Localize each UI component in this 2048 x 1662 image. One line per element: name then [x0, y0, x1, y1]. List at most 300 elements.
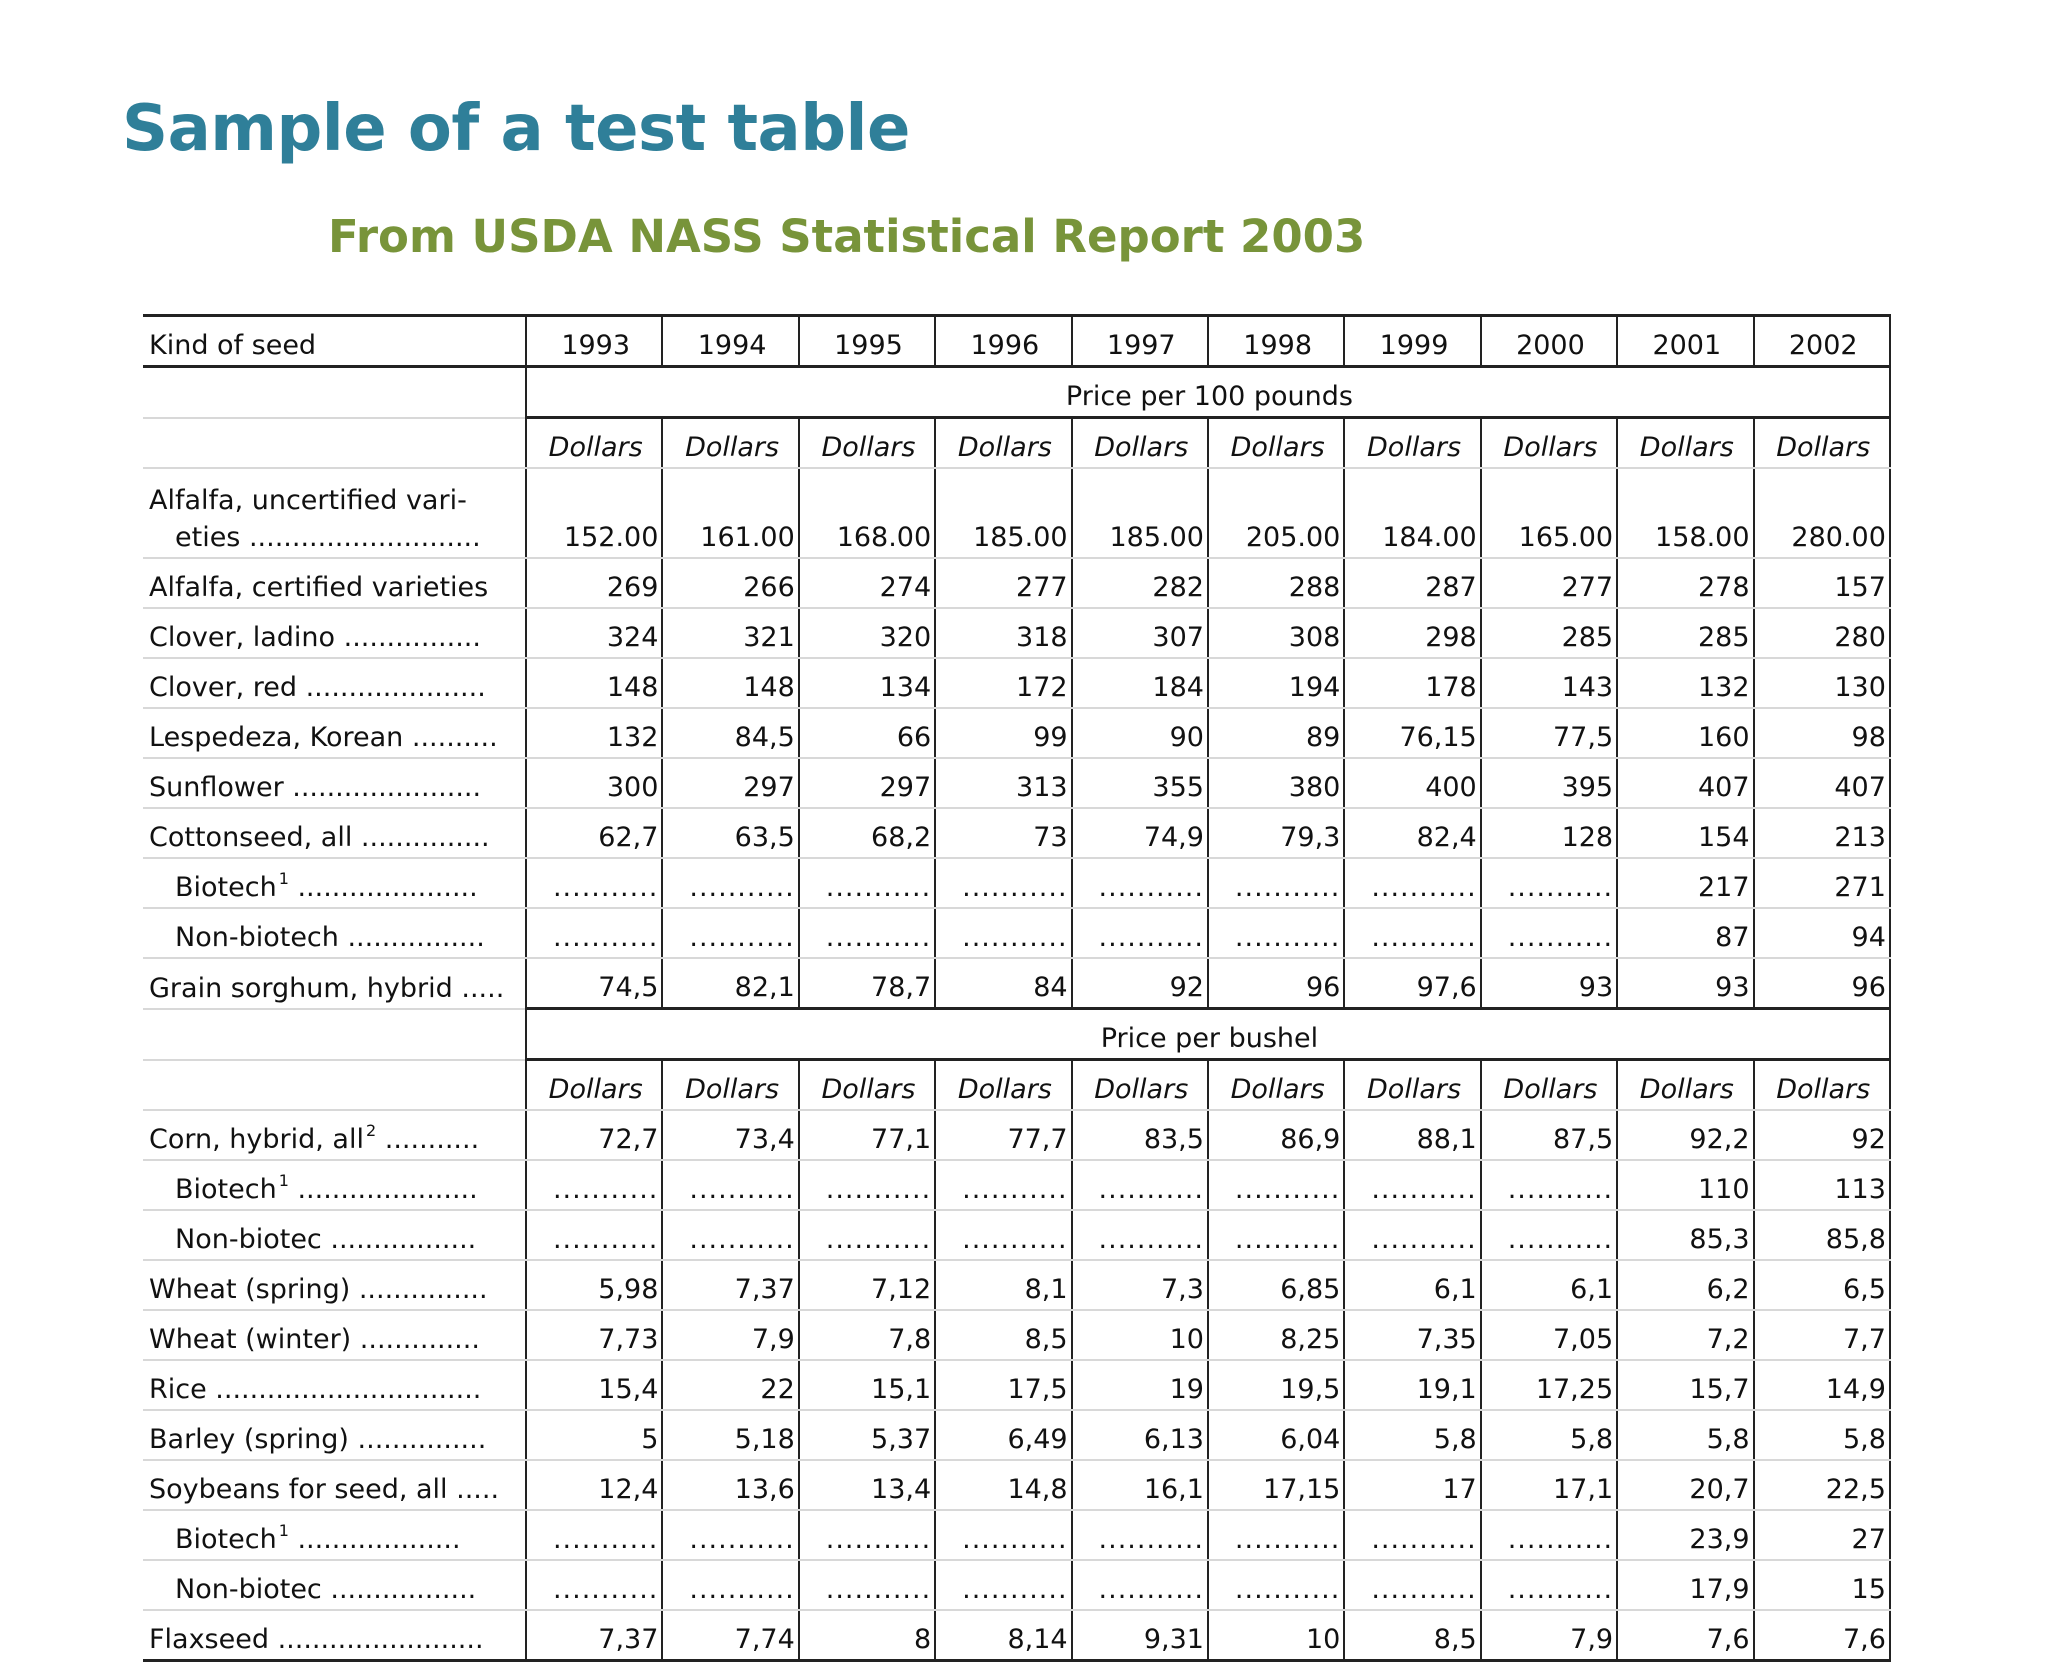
- price-cell: 110: [1617, 1160, 1753, 1210]
- price-cell: 128: [1481, 808, 1617, 858]
- dollars-label: Dollars: [526, 1060, 662, 1111]
- price-cell: 6,2: [1617, 1260, 1753, 1310]
- not-available-cell: ...........: [662, 858, 798, 908]
- table-row: [143, 1260, 1890, 1310]
- not-available-cell: ...........: [1208, 1210, 1344, 1260]
- price-cell: 320: [799, 608, 935, 658]
- blank-label-cell: [143, 1009, 526, 1060]
- price-cell: 205.00: [1208, 468, 1344, 558]
- price-cell: 7,9: [662, 1310, 798, 1360]
- price-cell: 92: [1072, 958, 1208, 1009]
- price-cell: 7,74: [662, 1610, 798, 1661]
- price-cell: 6,85: [1208, 1260, 1344, 1310]
- price-cell: 15,7: [1617, 1360, 1753, 1410]
- not-available-cell: ...........: [1208, 1560, 1344, 1610]
- unit-row: [143, 1009, 1890, 1060]
- row-label: [143, 1560, 526, 1610]
- row-label: [143, 958, 526, 1009]
- row-label-text: Biotech: [175, 872, 277, 903]
- unit-label: Price per 100 pounds: [526, 367, 1890, 418]
- not-available-cell: ...........: [662, 1510, 798, 1560]
- price-cell: 8,14: [935, 1610, 1071, 1661]
- price-cell: 280: [1754, 608, 1890, 658]
- price-cell: 6,1: [1344, 1260, 1480, 1310]
- price-cell: 313: [935, 758, 1071, 808]
- price-cell: 148: [526, 658, 662, 708]
- price-cell: 7,35: [1344, 1310, 1480, 1360]
- dollars-label: Dollars: [1481, 418, 1617, 469]
- price-cell: 178: [1344, 658, 1480, 708]
- row-label-text: Non-biotec .................: [175, 1224, 477, 1255]
- price-cell: 72,7: [526, 1110, 662, 1160]
- slide-subtitle: From USDA NASS Statistical Report 2003: [328, 210, 1366, 263]
- price-cell: 5: [526, 1410, 662, 1460]
- price-cell: 298: [1344, 608, 1480, 658]
- price-cell: 184.00: [1344, 468, 1480, 558]
- row-label: [143, 1510, 526, 1560]
- price-cell: 407: [1617, 758, 1753, 808]
- not-available-cell: ...........: [1208, 908, 1344, 958]
- price-cell: 307: [1072, 608, 1208, 658]
- not-available-cell: ...........: [526, 908, 662, 958]
- table-row: [143, 608, 1890, 658]
- year-header: 1993: [526, 316, 662, 367]
- footnote-marker: 1: [278, 1171, 289, 1190]
- price-cell: 97,6: [1344, 958, 1480, 1009]
- table-row: [143, 958, 1890, 1009]
- dollars-label: Dollars: [1208, 1060, 1344, 1111]
- price-cell: 318: [935, 608, 1071, 658]
- price-cell: 134: [799, 658, 935, 708]
- not-available-cell: ...........: [1072, 1510, 1208, 1560]
- dollars-label: Dollars: [1617, 418, 1753, 469]
- price-cell: 277: [935, 558, 1071, 608]
- not-available-cell: ...........: [1481, 1560, 1617, 1610]
- price-cell: 86,9: [1208, 1110, 1344, 1160]
- table-row: [143, 908, 1890, 958]
- row-label: [143, 808, 526, 858]
- price-cell: 92,2: [1617, 1110, 1753, 1160]
- price-cell: 84: [935, 958, 1071, 1009]
- price-cell: 113: [1754, 1160, 1890, 1210]
- row-label: [143, 658, 526, 708]
- price-cell: 15,4: [526, 1360, 662, 1410]
- table-row: [143, 808, 1890, 858]
- price-cell: 22,5: [1754, 1460, 1890, 1510]
- not-available-cell: ...........: [526, 1160, 662, 1210]
- price-cell: 27: [1754, 1510, 1890, 1560]
- not-available-cell: ...........: [1481, 1510, 1617, 1560]
- price-cell: 8,25: [1208, 1310, 1344, 1360]
- row-label: [143, 908, 526, 958]
- price-cell: 74,5: [526, 958, 662, 1009]
- row-label-leader: ...................: [288, 1524, 461, 1555]
- row-label: [143, 558, 526, 608]
- blank-label-cell: [143, 418, 526, 469]
- table-row: [143, 708, 1890, 758]
- footnote-marker: 1: [278, 869, 289, 888]
- price-cell: 7,73: [526, 1310, 662, 1360]
- table-body: [143, 316, 1890, 1661]
- not-available-cell: ...........: [935, 1210, 1071, 1260]
- not-available-cell: ...........: [799, 858, 935, 908]
- not-available-cell: ...........: [1072, 858, 1208, 908]
- row-label: [143, 1410, 526, 1460]
- price-cell: 87: [1617, 908, 1753, 958]
- price-cell: 194: [1208, 658, 1344, 708]
- table-row: [143, 858, 1890, 908]
- year-header: 1996: [935, 316, 1071, 367]
- year-header: 1995: [799, 316, 935, 367]
- price-cell: 6,49: [935, 1410, 1071, 1460]
- dollars-label: Dollars: [1617, 1060, 1753, 1111]
- price-cell: 157: [1754, 558, 1890, 608]
- row-label: [143, 468, 526, 558]
- price-cell: 274: [799, 558, 935, 608]
- price-cell: 5,8: [1344, 1410, 1480, 1460]
- price-cell: 13,4: [799, 1460, 935, 1510]
- price-cell: 85,8: [1754, 1210, 1890, 1260]
- dollars-label: Dollars: [799, 1060, 935, 1111]
- row-label-text: Non-biotec .................: [175, 1574, 477, 1605]
- price-cell: 85,3: [1617, 1210, 1753, 1260]
- price-cell: 7,9: [1481, 1610, 1617, 1661]
- seed-price-table: [143, 314, 1891, 1662]
- dollars-row: [143, 418, 1890, 469]
- price-cell: 132: [1617, 658, 1753, 708]
- price-cell: 168.00: [799, 468, 935, 558]
- price-cell: 84,5: [662, 708, 798, 758]
- price-cell: 19: [1072, 1360, 1208, 1410]
- header-row: [143, 316, 1890, 367]
- price-cell: 17,1: [1481, 1460, 1617, 1510]
- price-cell: 88,1: [1344, 1110, 1480, 1160]
- row-label: [143, 1310, 526, 1360]
- not-available-cell: ...........: [1208, 1160, 1344, 1210]
- row-label-text: Wheat (winter) ..............: [149, 1324, 480, 1355]
- not-available-cell: ...........: [799, 1510, 935, 1560]
- dollars-label: Dollars: [935, 1060, 1071, 1111]
- price-cell: 17,5: [935, 1360, 1071, 1410]
- blank-label-cell: [143, 1060, 526, 1111]
- table-row: [143, 1310, 1890, 1360]
- row-label-text: Grain sorghum, hybrid .....: [149, 972, 505, 1004]
- row-label: [143, 708, 526, 758]
- price-cell: 152.00: [526, 468, 662, 558]
- price-cell: 6,1: [1481, 1260, 1617, 1310]
- table-row: [143, 658, 1890, 708]
- price-cell: 68,2: [799, 808, 935, 858]
- price-cell: 10: [1072, 1310, 1208, 1360]
- not-available-cell: ...........: [526, 858, 662, 908]
- table-row: [143, 1510, 1890, 1560]
- not-available-cell: ...........: [799, 1160, 935, 1210]
- price-cell: 79,3: [1208, 808, 1344, 858]
- price-cell: 9,31: [1072, 1610, 1208, 1661]
- price-cell: 6,04: [1208, 1410, 1344, 1460]
- price-cell: 7,2: [1617, 1310, 1753, 1360]
- price-cell: 278: [1617, 558, 1753, 608]
- price-cell: 282: [1072, 558, 1208, 608]
- price-cell: 90: [1072, 708, 1208, 758]
- price-cell: 23,9: [1617, 1510, 1753, 1560]
- price-cell: 7,6: [1754, 1610, 1890, 1661]
- price-cell: 280.00: [1754, 468, 1890, 558]
- not-available-cell: ...........: [526, 1210, 662, 1260]
- row-label-text: Barley (spring) ...............: [149, 1424, 487, 1455]
- price-cell: 77,1: [799, 1110, 935, 1160]
- not-available-cell: ...........: [1344, 1210, 1480, 1260]
- price-cell: 93: [1617, 958, 1753, 1009]
- price-cell: 77,5: [1481, 708, 1617, 758]
- price-cell: 380: [1208, 758, 1344, 808]
- row-label-text: Flaxseed ........................: [149, 1624, 484, 1655]
- price-cell: 172: [935, 658, 1071, 708]
- not-available-cell: ...........: [1208, 858, 1344, 908]
- not-available-cell: ...........: [662, 908, 798, 958]
- not-available-cell: ...........: [1072, 908, 1208, 958]
- price-cell: 395: [1481, 758, 1617, 808]
- price-cell: 285: [1481, 608, 1617, 658]
- not-available-cell: ...........: [799, 1560, 935, 1610]
- not-available-cell: ...........: [1481, 858, 1617, 908]
- price-cell: 82,4: [1344, 808, 1480, 858]
- year-header: 1994: [662, 316, 798, 367]
- dollars-label: Dollars: [1072, 1060, 1208, 1111]
- price-cell: 185.00: [1072, 468, 1208, 558]
- table-row: [143, 758, 1890, 808]
- row-label-text: Biotech: [175, 1524, 277, 1555]
- table-row: [143, 1360, 1890, 1410]
- price-cell: 285: [1617, 608, 1753, 658]
- dollars-label: Dollars: [1754, 418, 1890, 469]
- table-row: [143, 558, 1890, 608]
- table-row: [143, 1460, 1890, 1510]
- price-cell: 22: [662, 1360, 798, 1410]
- price-cell: 266: [662, 558, 798, 608]
- row-label: [143, 1610, 526, 1661]
- not-available-cell: ...........: [1344, 1160, 1480, 1210]
- not-available-cell: ...........: [1072, 1160, 1208, 1210]
- not-available-cell: ...........: [1072, 1560, 1208, 1610]
- price-cell: 96: [1754, 958, 1890, 1009]
- price-cell: 355: [1072, 758, 1208, 808]
- price-cell: 5,8: [1617, 1410, 1753, 1460]
- price-cell: 132: [526, 708, 662, 758]
- price-cell: 8,5: [935, 1310, 1071, 1360]
- row-label-text: Cottonseed, all ...............: [149, 822, 490, 853]
- price-cell: 130: [1754, 658, 1890, 708]
- not-available-cell: ...........: [1344, 1510, 1480, 1560]
- price-cell: 160: [1617, 708, 1753, 758]
- price-cell: 17,15: [1208, 1460, 1344, 1510]
- price-cell: 287: [1344, 558, 1480, 608]
- price-cell: 297: [799, 758, 935, 808]
- row-label-leader: .....................: [288, 872, 478, 903]
- price-cell: 76,15: [1344, 708, 1480, 758]
- price-cell: 7,37: [662, 1260, 798, 1310]
- row-label-text: Alfalfa, certified varieties: [149, 572, 489, 603]
- row-label: [143, 1160, 526, 1210]
- price-cell: 300: [526, 758, 662, 808]
- price-cell: 17,9: [1617, 1560, 1753, 1610]
- row-label-text: Biotech: [175, 1174, 277, 1205]
- year-header: 2000: [1481, 316, 1617, 367]
- price-cell: 269: [526, 558, 662, 608]
- row-label-text: Lespedeza, Korean ..........: [149, 722, 498, 753]
- price-cell: 321: [662, 608, 798, 658]
- price-cell: 63,5: [662, 808, 798, 858]
- row-label: [143, 858, 526, 908]
- not-available-cell: ...........: [1481, 1160, 1617, 1210]
- year-header: 2001: [1617, 316, 1753, 367]
- dollars-label: Dollars: [1208, 418, 1344, 469]
- price-cell: 17,25: [1481, 1360, 1617, 1410]
- dollars-label: Dollars: [935, 418, 1071, 469]
- price-cell: 165.00: [1481, 468, 1617, 558]
- not-available-cell: ...........: [526, 1510, 662, 1560]
- not-available-cell: ...........: [526, 1560, 662, 1610]
- dollars-label: Dollars: [662, 1060, 798, 1111]
- price-cell: 400: [1344, 758, 1480, 808]
- row-label-text: Soybeans for seed, all .....: [149, 1474, 500, 1505]
- table-row: [143, 468, 1890, 558]
- price-cell: 87,5: [1481, 1110, 1617, 1160]
- price-cell: 19,5: [1208, 1360, 1344, 1410]
- price-cell: 7,37: [526, 1610, 662, 1661]
- row-label-text: Wheat (spring) ...............: [149, 1274, 488, 1305]
- price-cell: 271: [1754, 858, 1890, 908]
- not-available-cell: ...........: [1481, 1210, 1617, 1260]
- table-row: [143, 1410, 1890, 1460]
- table-row: [143, 1210, 1890, 1260]
- price-cell: 288: [1208, 558, 1344, 608]
- not-available-cell: ...........: [662, 1210, 798, 1260]
- price-cell: 277: [1481, 558, 1617, 608]
- year-header: 2002: [1754, 316, 1890, 367]
- price-cell: 89: [1208, 708, 1344, 758]
- year-header: 1997: [1072, 316, 1208, 367]
- price-cell: 7,8: [799, 1310, 935, 1360]
- price-cell: 78,7: [799, 958, 935, 1009]
- price-cell: 8,1: [935, 1260, 1071, 1310]
- row-label: [143, 1110, 526, 1160]
- not-available-cell: ...........: [1072, 1210, 1208, 1260]
- row-label-line2: eties ...........................: [175, 522, 481, 553]
- row-label-text: Corn, hybrid, all: [149, 1124, 364, 1155]
- row-label: [143, 1460, 526, 1510]
- row-label: [143, 1360, 526, 1410]
- price-cell: 324: [526, 608, 662, 658]
- price-cell: 98: [1754, 708, 1890, 758]
- row-label-leader: ...........: [376, 1124, 480, 1155]
- price-cell: 16,1: [1072, 1460, 1208, 1510]
- price-cell: 14,9: [1754, 1360, 1890, 1410]
- row-label-text: Sunflower ......................: [149, 772, 482, 803]
- price-cell: 407: [1754, 758, 1890, 808]
- not-available-cell: ...........: [799, 1210, 935, 1260]
- price-cell: 161.00: [662, 468, 798, 558]
- price-cell: 15,1: [799, 1360, 935, 1410]
- dollars-label: Dollars: [1481, 1060, 1617, 1111]
- price-cell: 62,7: [526, 808, 662, 858]
- not-available-cell: ...........: [662, 1160, 798, 1210]
- price-cell: 7,3: [1072, 1260, 1208, 1310]
- price-cell: 154: [1617, 808, 1753, 858]
- price-cell: 6,13: [1072, 1410, 1208, 1460]
- price-cell: 82,1: [662, 958, 798, 1009]
- price-cell: 96: [1208, 958, 1344, 1009]
- table-row: [143, 1560, 1890, 1610]
- row-label: [143, 1260, 526, 1310]
- row-label-text: Clover, red .....................: [149, 672, 486, 703]
- price-cell: 12,4: [526, 1460, 662, 1510]
- price-cell: 7,7: [1754, 1310, 1890, 1360]
- price-cell: 73: [935, 808, 1071, 858]
- price-cell: 73,4: [662, 1110, 798, 1160]
- dollars-label: Dollars: [1344, 418, 1480, 469]
- price-cell: 7,05: [1481, 1310, 1617, 1360]
- row-label-text: Clover, ladino ................: [149, 622, 481, 653]
- row-label: [143, 608, 526, 658]
- price-cell: 92: [1754, 1110, 1890, 1160]
- price-cell: 7,12: [799, 1260, 935, 1310]
- not-available-cell: ...........: [935, 1510, 1071, 1560]
- slide-title: Sample of a test table: [122, 92, 910, 166]
- price-cell: 99: [935, 708, 1071, 758]
- not-available-cell: ...........: [1481, 908, 1617, 958]
- not-available-cell: ...........: [1344, 1560, 1480, 1610]
- price-cell: 5,8: [1754, 1410, 1890, 1460]
- row-label-line1: Alfalfa, uncertified vari-: [149, 485, 467, 516]
- price-cell: 83,5: [1072, 1110, 1208, 1160]
- year-header: 1998: [1208, 316, 1344, 367]
- price-cell: 217: [1617, 858, 1753, 908]
- dollars-label: Dollars: [1344, 1060, 1480, 1111]
- price-cell: 5,37: [799, 1410, 935, 1460]
- price-cell: 8: [799, 1610, 935, 1661]
- dollars-label: Dollars: [799, 418, 935, 469]
- kind-of-seed-header: Kind of seed: [143, 316, 526, 367]
- price-cell: 148: [662, 658, 798, 708]
- price-cell: 185.00: [935, 468, 1071, 558]
- not-available-cell: ...........: [1344, 858, 1480, 908]
- price-cell: 308: [1208, 608, 1344, 658]
- blank-label-cell: [143, 367, 526, 418]
- row-label: [143, 758, 526, 808]
- price-cell: 13,6: [662, 1460, 798, 1510]
- dollars-label: Dollars: [1072, 418, 1208, 469]
- year-header: 1999: [1344, 316, 1480, 367]
- price-cell: 77,7: [935, 1110, 1071, 1160]
- price-cell: 66: [799, 708, 935, 758]
- price-cell: 297: [662, 758, 798, 808]
- not-available-cell: ...........: [799, 908, 935, 958]
- price-cell: 10: [1208, 1610, 1344, 1661]
- price-cell: 6,5: [1754, 1260, 1890, 1310]
- table-row: [143, 1160, 1890, 1210]
- unit-label: Price per bushel: [526, 1009, 1890, 1060]
- dollars-label: Dollars: [662, 418, 798, 469]
- price-cell: 213: [1754, 808, 1890, 858]
- table-row: [143, 1110, 1890, 1160]
- not-available-cell: ...........: [935, 858, 1071, 908]
- price-cell: 15: [1754, 1560, 1890, 1610]
- row-label-leader: .....................: [288, 1174, 478, 1205]
- price-cell: 158.00: [1617, 468, 1753, 558]
- footnote-marker: 1: [278, 1521, 289, 1540]
- price-cell: 19,1: [1344, 1360, 1480, 1410]
